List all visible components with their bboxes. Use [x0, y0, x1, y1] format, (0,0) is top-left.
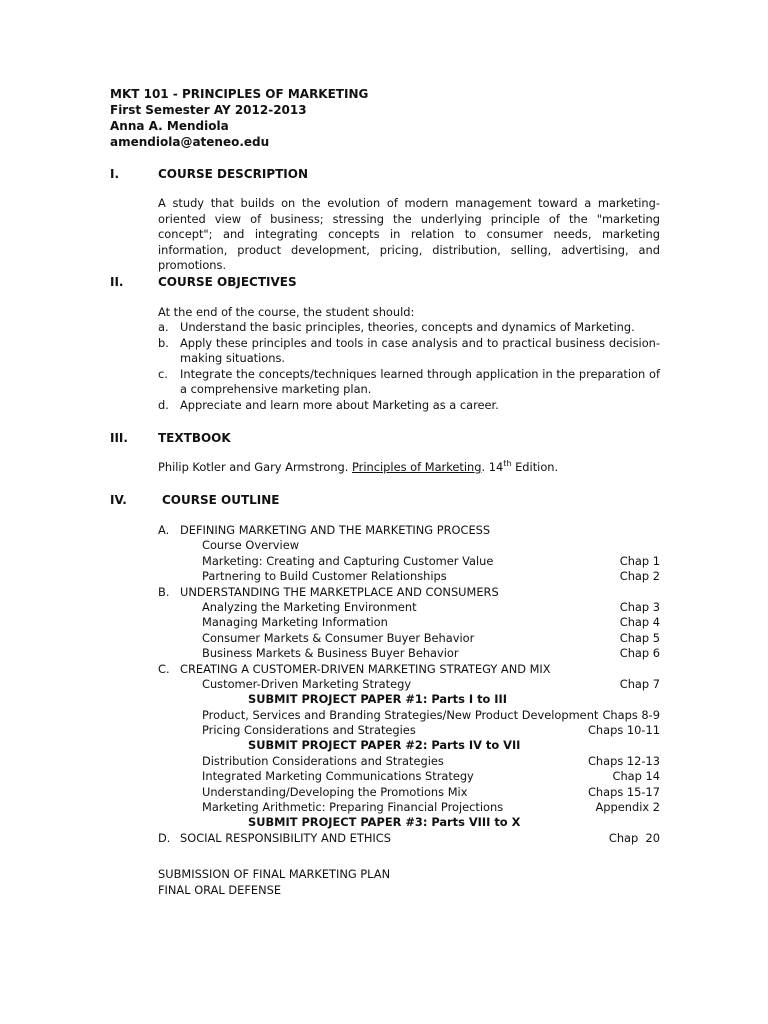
- textbook-edition-suffix: th: [503, 459, 512, 469]
- objective-text: Apply these principles and tools in case analysis and to practical business decision-making situations.: [180, 335, 660, 366]
- outline-topic-title: Analyzing the Marketing Environment: [202, 599, 417, 614]
- outline-submission-milestone: [158, 692, 660, 707]
- textbook-edition-number: . 14: [481, 460, 504, 474]
- semester: First Semester AY 2012-2013: [110, 103, 307, 117]
- outline-part-d: [158, 831, 660, 846]
- outline-chapter-ref: Chap 7: [619, 676, 660, 691]
- course-description-text: A study that builds on the evolution of modern management toward a marketing-oriented view of business; stressing the underlying principle of the "marketing concept"; and integrating concepts in relation to consumer needs, marketing information, product development, pricing, distribution, selling, advertising, and promotions.: [158, 196, 660, 273]
- objective-item: [158, 320, 660, 336]
- outline-part-c: [158, 662, 660, 677]
- textbook-citation: [158, 460, 660, 476]
- section-heading-course-objectives: [110, 274, 297, 290]
- outline-chapter-ref: Chap 6: [619, 646, 660, 661]
- outline-part-marker: D.: [158, 830, 171, 845]
- outline-topic: [158, 631, 660, 646]
- objective-marker: c.: [158, 366, 168, 381]
- textbook-edition-word: Edition.: [511, 460, 559, 474]
- objective-marker: b.: [158, 335, 169, 350]
- outline-topic-title: Business Markets & Business Buyer Behavior: [202, 646, 459, 661]
- outline-part-b: [158, 585, 660, 600]
- outline-chapter-ref: Chap 2: [619, 569, 660, 584]
- textbook-authors: Philip Kotler and Gary Armstrong.: [158, 460, 353, 474]
- outline-chapter-ref: Chap 20: [608, 830, 660, 845]
- outline-chapter-ref: Chap 5: [619, 630, 660, 645]
- outline-topic-title: Consumer Markets & Consumer Buyer Behavior: [202, 630, 475, 645]
- outline-topic: [158, 785, 660, 800]
- final-plan-submission: SUBMISSION OF FINAL MARKETING PLAN: [158, 867, 391, 881]
- outline-topic-title: Pricing Considerations and Strategies: [202, 723, 416, 738]
- outline-topic: [158, 600, 660, 615]
- submission-label: SUBMIT PROJECT PAPER #3: Parts VIII to X: [248, 815, 521, 830]
- final-requirements: [158, 867, 660, 898]
- outline-part-title: CREATING A CUSTOMER-DRIVEN MARKETING STRATEGY AND MIX: [180, 661, 551, 676]
- section-title: COURSE OUTLINE: [162, 493, 280, 507]
- objective-item: [158, 336, 660, 367]
- outline-topic: [158, 554, 660, 569]
- textbook-title: Principles of Marketing: [352, 460, 482, 474]
- outline-part-title: UNDERSTANDING THE MARKETPLACE AND CONSUMERS: [180, 584, 499, 599]
- outline-topic: [158, 800, 660, 815]
- outline-chapter-ref: Chap 4: [619, 615, 660, 630]
- outline-chapter-ref: Chap 1: [619, 553, 660, 568]
- outline-topic-title: Marketing Arithmetic: Preparing Financial Projections: [202, 800, 504, 815]
- outline-topic-title: Marketing: Creating and Capturing Customer Value: [202, 553, 494, 568]
- outline-topic: [158, 708, 660, 723]
- section-title: COURSE DESCRIPTION: [158, 167, 309, 181]
- outline-topic-title: Product, Services and Branding Strategies/New Product Development: [202, 707, 599, 722]
- section-number: IV.: [110, 493, 127, 507]
- section-number: II.: [110, 275, 124, 289]
- objectives-list: [158, 320, 660, 414]
- submission-label: SUBMIT PROJECT PAPER #2: Parts IV to VII: [248, 738, 521, 753]
- outline-topic-title: Customer-Driven Marketing Strategy: [202, 676, 412, 691]
- outline-topic-title: Partnering to Build Customer Relationships: [202, 569, 447, 584]
- document-header: [110, 86, 670, 150]
- outline-part-marker: C.: [158, 661, 170, 676]
- outline-topic: [158, 769, 660, 784]
- outline-chapter-ref: Chaps 15-17: [587, 784, 660, 799]
- outline-topic: [158, 646, 660, 661]
- outline-topic: [158, 538, 660, 553]
- outline-topic: [158, 754, 660, 769]
- objective-text: Integrate the concepts/techniques learned through application in the preparation of a comprehensive marketing plan.: [180, 366, 660, 397]
- outline-chapter-ref: Chaps 12-13: [587, 753, 660, 768]
- instructor-name: Anna A. Mendiola: [110, 119, 229, 133]
- outline-topic-title: Managing Marketing Information: [202, 615, 388, 630]
- outline-topic-title: Understanding/Developing the Promotions Mix: [202, 784, 468, 799]
- outline-topic-title: Distribution Considerations and Strategies: [202, 753, 444, 768]
- outline-chapter-ref: Chaps 10-11: [587, 723, 660, 738]
- section-heading-course-description: [110, 166, 308, 182]
- outline-topic: [158, 615, 660, 630]
- outline-part-title: DEFINING MARKETING AND THE MARKETING PROCESS: [180, 523, 491, 537]
- objective-marker: d.: [158, 397, 169, 412]
- instructor-email: amendiola@ateneo.edu: [110, 135, 270, 149]
- outline-part-marker: A.: [158, 523, 170, 537]
- outline-part-a: [158, 523, 660, 538]
- outline-chapter-ref: Chaps 8-9: [602, 707, 660, 722]
- outline-topic: [158, 677, 660, 692]
- outline-part-marker: B.: [158, 584, 170, 599]
- outline-topic: [158, 723, 660, 738]
- outline-chapter-ref: Chap 3: [619, 599, 660, 614]
- outline-chapter-ref: Appendix 2: [595, 800, 660, 815]
- section-title: TEXTBOOK: [158, 431, 231, 445]
- section-number: III.: [110, 431, 128, 445]
- outline-part-title: SOCIAL RESPONSIBILITY AND ETHICS: [180, 830, 391, 845]
- outline-topic-title: Course Overview: [202, 538, 300, 553]
- objective-text: Understand the basic principles, theories, concepts and dynamics of Marketing.: [180, 320, 635, 334]
- objectives-intro: At the end of the course, the student should:: [158, 305, 415, 319]
- course-outline: [158, 523, 660, 846]
- outline-chapter-ref: Chap 14: [612, 769, 660, 784]
- section-title: COURSE OBJECTIVES: [158, 275, 297, 289]
- objective-text: Appreciate and learn more about Marketing as a career.: [180, 397, 499, 412]
- outline-topic-title: Integrated Marketing Communications Strategy: [202, 769, 474, 784]
- outline-topic: [158, 569, 660, 584]
- section-number: I.: [110, 167, 120, 181]
- objective-item: [158, 398, 660, 414]
- objective-marker: a.: [158, 320, 169, 334]
- final-oral-defense: FINAL ORAL DEFENSE: [158, 882, 282, 897]
- section-heading-course-outline: [110, 492, 280, 508]
- objective-item: [158, 367, 660, 398]
- outline-submission-milestone: [158, 815, 660, 830]
- course-code: MKT 101 - PRINCIPLES OF MARKETING: [110, 87, 369, 101]
- section-heading-textbook: [110, 430, 231, 446]
- submission-label: SUBMIT PROJECT PAPER #1: Parts I to III: [248, 692, 508, 707]
- outline-submission-milestone: [158, 738, 660, 753]
